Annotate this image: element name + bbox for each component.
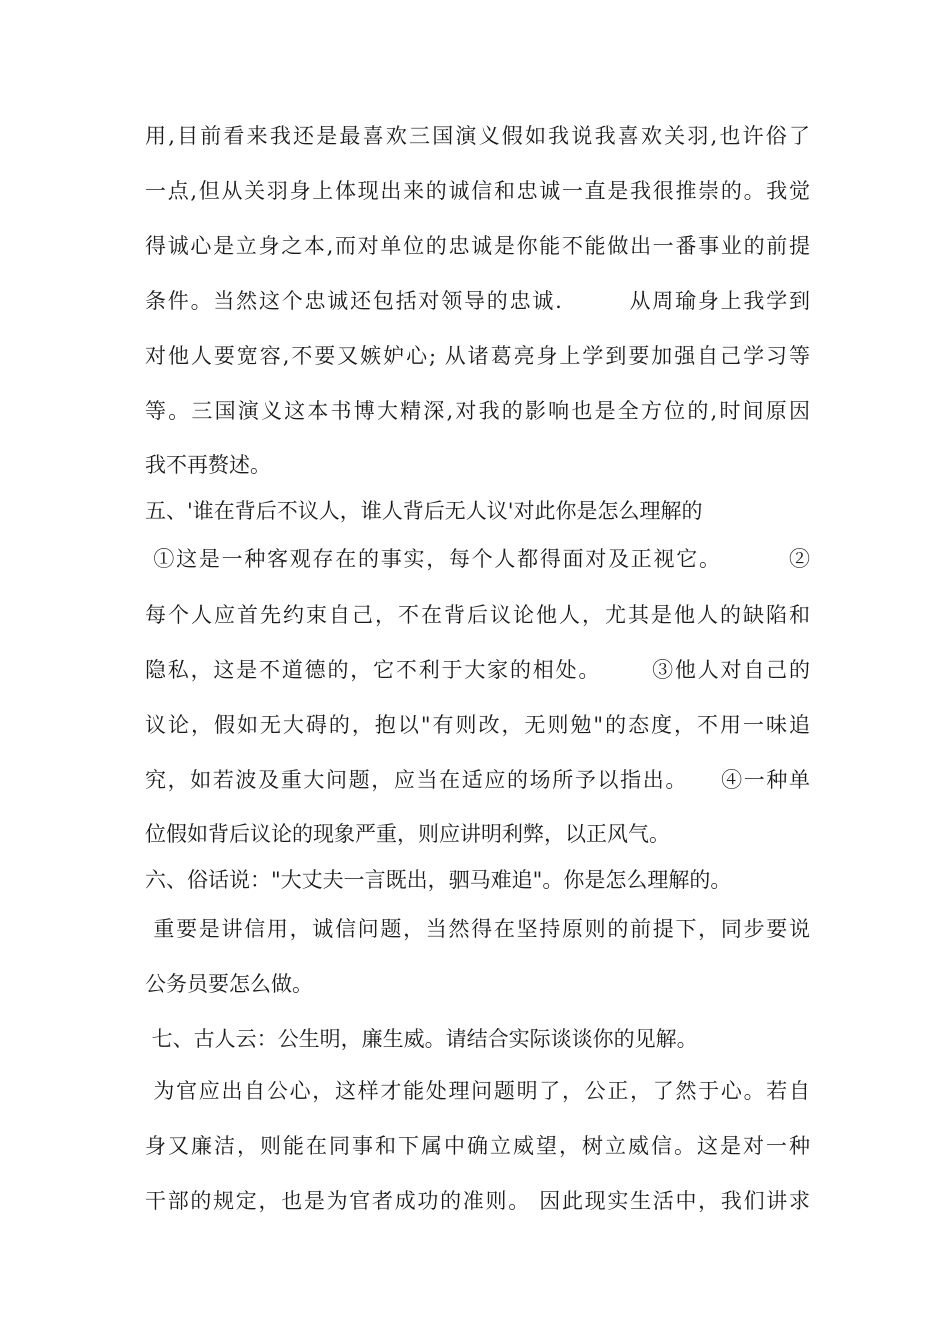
text-line: 得诚心是立身之本,而对单位的忠诚是你能不能做出一番事业的前提 <box>145 234 810 258</box>
text-line: ①这是一种客观存在的事实，每个人都得面对及正视它。 ② <box>145 547 810 571</box>
text-line: 对他人要宽容,不要又嫉妒心; 从诸葛亮身上学到要加强自己学习等 <box>145 344 810 368</box>
text-line: 重要是讲信用，诚信问题，当然得在坚持原则的前提下，同步要说 <box>145 917 810 941</box>
section-heading: 七、古人云：公生明，廉生威。请结合实际谈谈你的见解。 <box>145 1027 698 1051</box>
text-line: 一点,但从关羽身上体现出来的诚信和忠诚一直是我很推崇的。我觉 <box>145 179 810 203</box>
section-heading: 五、'谁在背后不议人，谁人背后无人议'对此你是怎么理解的 <box>145 499 703 523</box>
text-line: 用,目前看来我还是最喜欢三国演义假如我说我喜欢关羽,也许俗了 <box>145 124 810 148</box>
text-line: 位假如背后议论的现象严重，则应讲明利弊，以正风气。 <box>145 822 670 846</box>
text-line: 每个人应首先约束自己，不在背后议论他人，尤其是他人的缺陷和 <box>145 603 810 627</box>
text-line: 公务员要怎么做。 <box>145 972 313 996</box>
text-line: 等。三国演义这本书博大精深,对我的影响也是全方位的,时间原因 <box>145 399 810 423</box>
text-line: 为官应出自公心，这样才能处理问题明了，公正，了然于心。若自 <box>145 1079 810 1103</box>
text-line: 条件。当然这个忠诚还包括对领导的忠诚. 从周瑜身上我学到 <box>145 289 810 313</box>
section-heading: 六、俗话说："大丈夫一言既出，驷马难追"。你是怎么理解的。 <box>145 868 732 892</box>
text-line: 我不再赘述。 <box>145 453 271 477</box>
text-line: 身又廉洁，则能在同事和下属中确立威望，树立威信。这是对一种 <box>145 1134 810 1158</box>
text-line: 究，如若波及重大问题，应当在适应的场所予以指出。 ④一种单 <box>145 768 810 792</box>
text-line: 议论，假如无大碍的，抱以"有则改，无则勉"的态度，不用一味追 <box>145 713 810 737</box>
text-line: 干部的规定，也是为官者成功的准则。 因此现实生活中，我们讲求 <box>145 1189 810 1213</box>
text-line: 隐私，这是不道德的，它不利于大家的相处。 ③他人对自己的 <box>145 658 810 682</box>
